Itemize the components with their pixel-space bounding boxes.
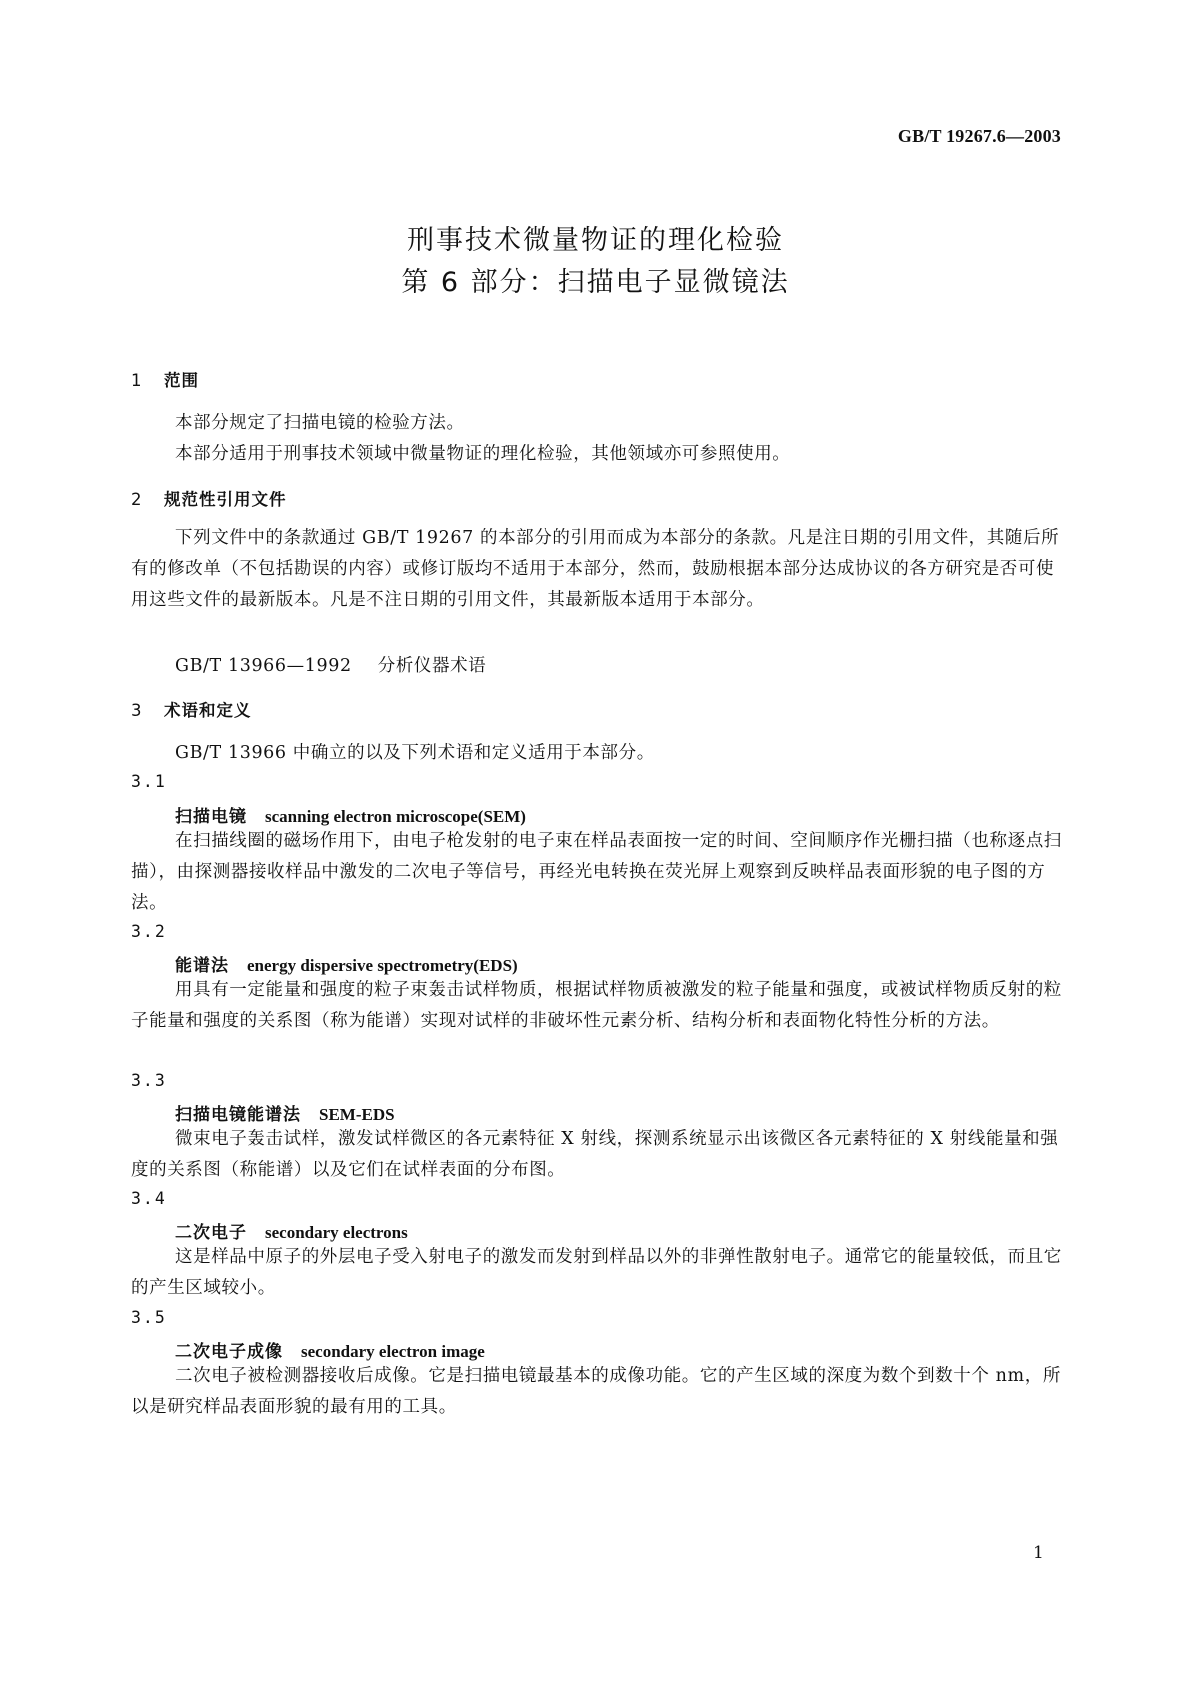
section-1-paragraph: 本部分规定了扫描电镜的检验方法。 bbox=[175, 413, 465, 433]
section-1-paragraph: 本部分适用于刑事技术领域中微量物证的理化检验，其他领域亦可参照使用。 bbox=[175, 444, 791, 464]
term-chinese: 二次电子 bbox=[175, 1223, 247, 1243]
normative-reference bbox=[175, 652, 486, 677]
term-english: SEM-EDS bbox=[319, 1105, 395, 1124]
section-title: 规范性引用文件 bbox=[164, 490, 287, 509]
term-entry bbox=[175, 1100, 395, 1125]
term-english: scanning electron microscope(SEM) bbox=[265, 807, 526, 826]
page-number: 1 bbox=[1033, 1543, 1044, 1563]
clause-number: 3.2 bbox=[131, 922, 167, 941]
reference-code: GB/T 13966—1992 bbox=[175, 656, 352, 676]
term-chinese: 二次电子成像 bbox=[175, 1342, 283, 1362]
term-english: energy dispersive spectrometry(EDS) bbox=[247, 956, 518, 975]
section-number: 3 bbox=[131, 701, 142, 720]
clause-number: 3.1 bbox=[131, 772, 167, 791]
section-2-paragraph: 下列文件中的条款通过 GB/T 19267 的本部分的引用而成为本部分的条款。凡是注日期的引用文件，其随后所有的修改单（不包括勘误的内容）或修订版均不适用于本部分，然而，鼓励根据本部分达成协议的各方研究是否可使用这些文件的最新版本。凡是不注日期的引用文件，其最新版本适用于本部分。 bbox=[131, 528, 1060, 611]
term-definition: 用具有一定能量和强度的粒子束轰击试样物质，根据试样物质被激发的粒子能量和强度，或被试样物质反射的粒子能量和强度的关系图（称为能谱）实现对试样的非破坏性元素分析、结构分析和表面物化特性分析的方法。 bbox=[131, 980, 1062, 1032]
term-definition: 这是样品中原子的外层电子受入射电子的激发而发射到样品以外的非弹性散射电子。通常它的能量较低，而且它的产生区域较小。 bbox=[131, 1247, 1062, 1299]
section-number: 1 bbox=[131, 371, 142, 390]
term-chinese: 能谱法 bbox=[175, 956, 229, 976]
section-3-heading bbox=[131, 697, 252, 721]
reference-title: 分析仪器术语 bbox=[377, 656, 487, 676]
section-1-heading bbox=[131, 367, 199, 391]
section-title: 范围 bbox=[164, 371, 199, 390]
term-entry bbox=[175, 802, 526, 827]
term-entry bbox=[175, 1337, 485, 1362]
section-number: 2 bbox=[131, 490, 142, 509]
term-entry bbox=[175, 1218, 408, 1243]
standard-number: GB/T 19267.6—2003 bbox=[897, 126, 1061, 146]
document-title-line-1: 刑事技术微量物证的理化检验 bbox=[407, 225, 784, 256]
section-title: 术语和定义 bbox=[164, 701, 252, 720]
clause-number: 3.4 bbox=[131, 1189, 167, 1208]
section-3-intro: GB/T 13966 中确立的以及下列术语和定义适用于本部分。 bbox=[175, 743, 655, 763]
term-definition: 微束电子轰击试样，激发试样微区的各元素特征 X 射线，探测系统显示出该微区各元素特征的 X 射线能量和强度的关系图（称能谱）以及它们在试样表面的分布图。 bbox=[131, 1129, 1059, 1181]
section-2-heading bbox=[131, 486, 287, 510]
term-entry bbox=[175, 951, 518, 976]
term-english: secondary electron image bbox=[301, 1342, 485, 1361]
clause-number: 3.3 bbox=[131, 1071, 167, 1090]
term-english: secondary electrons bbox=[265, 1223, 408, 1242]
term-chinese: 扫描电镜能谱法 bbox=[175, 1105, 301, 1125]
term-definition: 在扫描线圈的磁场作用下，由电子枪发射的电子束在样品表面按一定的时间、空间顺序作光栅扫描（也称逐点扫描），由探测器接收样品中激发的二次电子等信号，再经光电转换在荧光屏上观察到反映样品表面形貌的电子图的方法。 bbox=[131, 831, 1062, 914]
document-title-line-2: 第 6 部分：扫描电子显微镜法 bbox=[401, 267, 790, 298]
term-definition: 二次电子被检测器接收后成像。它是扫描电镜最基本的成像功能。它的产生区域的深度为数个到数十个 nm，所以是研究样品表面形貌的最有用的工具。 bbox=[131, 1366, 1061, 1418]
clause-number: 3.5 bbox=[131, 1308, 167, 1327]
term-chinese: 扫描电镜 bbox=[175, 807, 247, 827]
